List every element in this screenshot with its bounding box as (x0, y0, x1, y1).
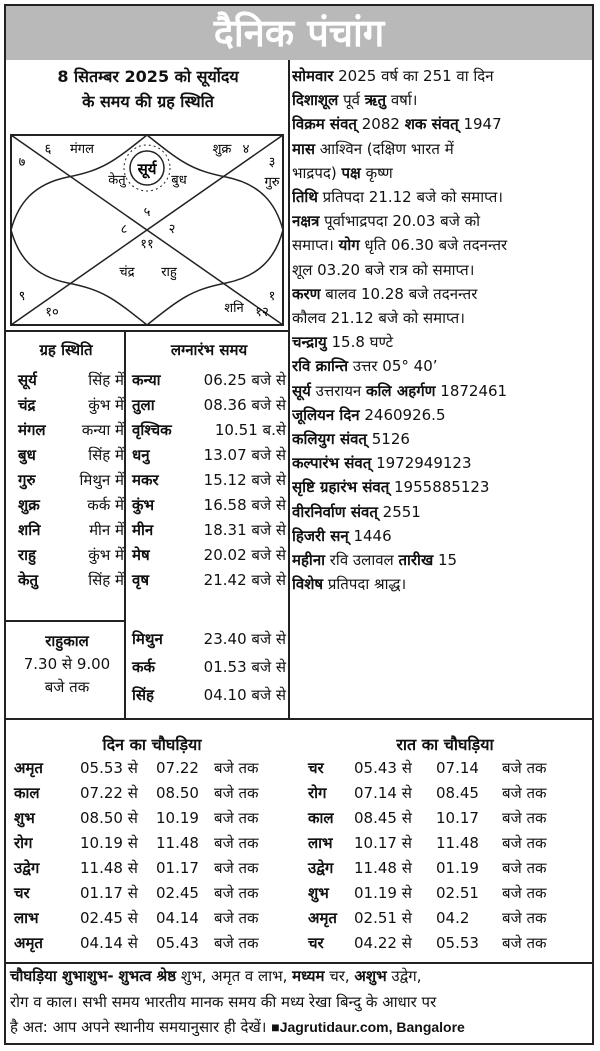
graha-sign: सिंह में (88, 446, 124, 464)
lagna-time: 21.42 बजे से (203, 571, 286, 589)
graha-sign: सिंह में (88, 571, 124, 589)
choghadiya-note (10, 964, 590, 1041)
night-choghadiya-row: उद्वेग 11.48 से 01.19 बजे तक (308, 859, 547, 877)
panchang-line: नक्षत्र पूर्वाभाद्रपदा 20.03 बजे को (292, 212, 480, 231)
page-title: दैनिक पंचांग (6, 6, 592, 60)
planet-ketu: केतु (108, 173, 126, 188)
kundali-chart (8, 132, 286, 328)
planet-mangal: मंगल (70, 142, 94, 157)
panchang-line: सृष्टि ग्रहारंभ संवत् 1955885123 (292, 478, 490, 497)
panchang-line: सूर्य उत्तरायन कलि अहर्गण 1872461 (292, 381, 508, 400)
panchang-line: कल्पारंभ संवत् 1972949123 (292, 454, 472, 473)
graha-row (14, 443, 126, 468)
panchang-line: समाप्त। योग धृति 06.30 बजे तदनन्तर (292, 236, 508, 255)
panchang-line: सोमवार 2025 वर्ष का 251 वा दिन (292, 67, 494, 85)
site-credit: ■Jagrutidaur.com, Bangalore (271, 1019, 465, 1035)
graha-sign: कन्या में (81, 421, 124, 439)
lagna-time: 15.12 बजे से (203, 471, 286, 489)
house-number: ३ (268, 155, 276, 170)
lagna-rashi: कुंभ (132, 496, 155, 514)
night-choghadiya-row: काल 08.45 से 10.17 बजे तक (308, 809, 547, 827)
panchang-line: रवि क्रान्ति उत्तर 05° 40’ (292, 357, 438, 376)
sunrise-heading-line1: 8 सितम्बर 2025 को सूर्योदय (57, 67, 239, 86)
panchang-line: भाद्रपद) पक्ष कृष्ण (292, 163, 393, 182)
panchang-line: जूलियन दिन 2460926.5 (292, 405, 446, 424)
planet-budh: बुध (171, 173, 187, 188)
graha-planet: केतु (18, 571, 39, 589)
house-number: ११ (140, 237, 154, 252)
planet-shukra: शुक्र (212, 142, 232, 157)
lagna-time: 23.40 बजे से (203, 630, 286, 648)
night-choghadiya-row: रोग 07.14 से 08.45 बजे तक (308, 784, 547, 802)
lagna-row (130, 418, 288, 443)
panchang-line: वीरनिर्वाण संवत् 2551 (292, 502, 421, 521)
lagna-rashi: मकर (132, 471, 159, 489)
day-choghadiya-row: चर 01.17 से 02.45 बजे तक (14, 884, 259, 902)
graha-sign: सिंह में (88, 371, 124, 389)
planet-shani: शनि (224, 301, 244, 316)
lagna-rashi: तुला (132, 396, 155, 414)
panchang-line: कौलव 21.12 बजे को समाप्त। (292, 309, 465, 328)
lagna-row (130, 493, 288, 518)
night-choghadiya-row: अमृत 02.51 से 04.2 बजे तक (308, 909, 547, 927)
lagna-row (130, 518, 288, 543)
day-choghadiya-row: शुभ 08.50 से 10.19 बजे तक (14, 809, 259, 827)
graha-planet: शुक्र (18, 496, 40, 514)
lagna-time: 16.58 बजे से (203, 496, 286, 514)
night-choghadiya-row: शुभ 01.19 से 02.51 बजे तक (308, 884, 547, 902)
lagna-rashi: वृश्चिक (132, 421, 172, 439)
lagna-time: 04.10 बजे से (203, 686, 286, 704)
graha-row (14, 368, 126, 393)
panchang-details (292, 64, 592, 596)
rahukaal-time: 7.30 से 9.00 (23, 655, 111, 673)
panchang-line: मास आश्विन (दक्षिण भारत में (292, 139, 454, 158)
panchang-line: विशेष प्रतिपदा श्राद्ध। (292, 575, 407, 594)
lagna-time: 13.07 बजे से (203, 446, 286, 464)
graha-row (14, 568, 126, 593)
panchang-line: कलियुग संवत् 5126 (292, 430, 410, 449)
lagna-rashi: सिंह (132, 686, 154, 704)
graha-row (14, 518, 126, 543)
graha-planet: चंद्र (18, 396, 36, 414)
lagna-rashi: मेष (132, 546, 150, 564)
graha-heading: ग्रह स्थिति (39, 341, 93, 359)
graha-planet: शनि (18, 521, 41, 539)
lagna-time: 06.25 बजे से (203, 371, 286, 389)
lagna-time: 18.31 बजे से (203, 521, 286, 539)
lagna-row (130, 393, 288, 418)
lagna-row-spacer (130, 598, 288, 623)
lagna-row (130, 655, 288, 680)
panchang-line: दिशाशूल पूर्व ऋतु वर्षा। (292, 91, 418, 110)
house-number: ७ (18, 155, 26, 170)
graha-planet: सूर्य (18, 371, 37, 389)
day-choghadiya-row: अमृत 05.53 से 07.22 बजे तक (14, 759, 259, 777)
graha-planet: गुरु (18, 471, 36, 489)
day-choghadiya-row: काल 07.22 से 08.50 बजे तक (14, 784, 259, 802)
graha-row (14, 493, 126, 518)
planet-rahu: राहु (161, 265, 177, 280)
planet-guru: गुरु (264, 175, 280, 190)
night-choghadiya-row: लाभ 10.17 से 11.48 बजे तक (308, 834, 547, 852)
lagna-rashi: धनु (132, 446, 150, 464)
night-choghadiya-heading: रात का चौघड़िया (396, 735, 494, 754)
panchang-line: विक्रम संवत् 2082 शक संवत् 1947 (292, 115, 502, 134)
house-number: ६ (44, 142, 52, 157)
graha-sign: कुंभ में (88, 396, 124, 414)
rahukaal-heading: राहुकाल (45, 632, 89, 650)
panchang-line: करण बालव 10.28 बजे तदनन्तर (292, 284, 478, 303)
planet-surya: सूर्य (137, 160, 157, 178)
panchang-line: हिजरी सन् 1446 (292, 526, 392, 545)
day-choghadiya-heading: दिन का चौघड़िया (102, 735, 202, 754)
panchang-line: तिथि प्रतिपदा 21.12 बजे को समाप्त। (292, 188, 503, 207)
lagna-rashi: कर्क (132, 658, 156, 676)
house-number: २ (168, 222, 176, 237)
house-number: १२ (255, 305, 269, 320)
divider (6, 718, 592, 720)
note-line2: रोग व काल। सभी समय भारतीय मानक समय की मध्य रेखा बिन्दु के आधार पर (10, 992, 437, 1011)
house-number: ८ (120, 222, 128, 237)
lagna-row (130, 568, 288, 593)
sunrise-heading-line2: के समय की ग्रह स्थिति (82, 92, 214, 111)
note-line3: है अत: आप अपने स्थानीय समयानुसार ही देखें। ■Jagrutidaur.com, Bangalore (10, 1018, 465, 1036)
lagna-time: 10.51 ब.से (214, 421, 286, 439)
house-number: १० (45, 305, 59, 320)
graha-sign: कर्क में (87, 496, 124, 514)
day-choghadiya-row: लाभ 02.45 से 04.14 बजे तक (14, 909, 259, 927)
panchang-line: शूल 03.20 बजे रात्र को समाप्त। (292, 260, 475, 279)
lagna-time: 08.36 बजे से (203, 396, 286, 414)
graha-row (14, 393, 126, 418)
divider (6, 620, 124, 622)
graha-row (14, 543, 126, 568)
lagna-row (130, 368, 288, 393)
house-number: १ (268, 289, 276, 304)
lagna-time: 20.02 बजे से (203, 546, 286, 564)
lagna-rashi: वृष (132, 571, 150, 589)
graha-planet: बुध (18, 446, 36, 464)
divider (6, 330, 288, 332)
lagna-rashi: मिथुन (132, 630, 163, 648)
lagna-row (130, 468, 288, 493)
rahukaal-suffix: बजे तक (44, 678, 90, 696)
lagna-rashi: कन्या (132, 371, 161, 389)
sun-symbol (124, 145, 170, 191)
day-choghadiya-row: उद्वेग 11.48 से 01.17 बजे तक (14, 859, 259, 877)
lagna-rashi: मीन (132, 521, 154, 539)
lagna-row (130, 443, 288, 468)
day-choghadiya-row: रोग 10.19 से 11.48 बजे तक (14, 834, 259, 852)
graha-sign: कुंभ में (88, 546, 124, 564)
graha-row (14, 468, 126, 493)
house-number: ४ (242, 142, 250, 157)
note-line1: चौघड़िया शुभाशुभ- शुभत्व श्रेष्ठ शुभ, अमृत व लाभ, मध्यम चर, अशुभ उद्वेग, (10, 967, 422, 985)
lagna-row (130, 543, 288, 568)
house-number: ५ (143, 205, 151, 220)
graha-row (14, 418, 126, 443)
sunrise-heading (10, 64, 286, 114)
lagna-row (130, 627, 288, 652)
day-choghadiya-row: अमृत 04.14 से 05.43 बजे तक (14, 934, 259, 952)
graha-sign: मिथुन में (79, 471, 124, 489)
house-number: ९ (18, 289, 26, 304)
graha-planet: मंगल (18, 421, 46, 439)
lagna-time: 01.53 बजे से (203, 658, 286, 676)
divider (288, 60, 290, 718)
night-choghadiya-row: चर 04.22 से 05.53 बजे तक (308, 934, 547, 952)
planet-chandra: चंद्र (119, 265, 135, 280)
lagna-row (130, 683, 288, 708)
graha-sign: मीन में (89, 521, 124, 539)
panchang-line: चन्द्रायु 15.8 घण्टे (292, 333, 394, 352)
panchang-line: महीना रवि उलावल तारीख 15 (292, 551, 458, 570)
graha-planet: राहु (18, 546, 36, 564)
night-choghadiya-row: चर 05.43 से 07.14 बजे तक (308, 759, 547, 777)
rahukaal-box (10, 630, 124, 699)
lagna-heading: लग्नारंभ समय (170, 341, 248, 359)
